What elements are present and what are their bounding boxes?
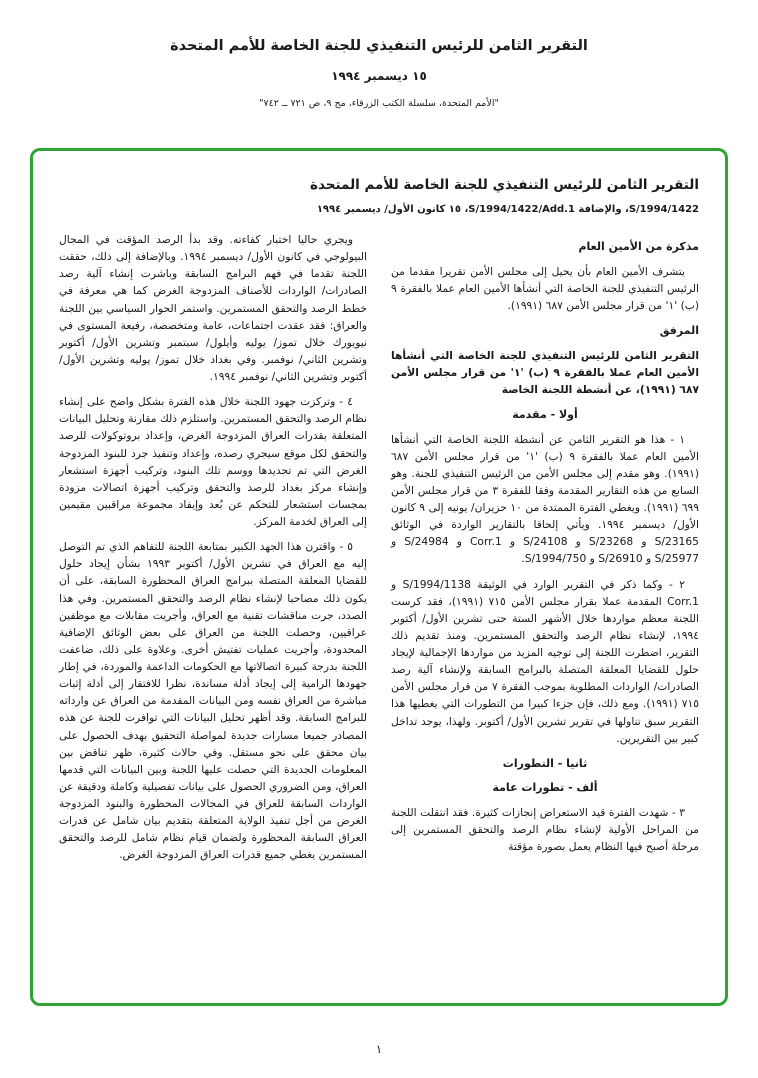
section-2a-heading: ألف - تطورات عامة <box>492 781 598 795</box>
paragraph-4: ٤ - وتركزت جهود اللجنة خلال هذه الفترة بشكل واضح على إنشاء نظام الرصد والتحقق المستمرين. واستلزم ذلك مقارنة وتحليل البيانات المتعلقة بقدرات العراق المزدوجة الغرض، وإعداد بروتوكولات للرصد والتحقق لكل موقع سيجري رصده، وإعداد وتنفيذ جرد للبنود المزدوجة الغرض التي تم تحديدها ووسم تلك البنود، وتركيب أجهزة استشعار وإنشاء مركز بغداد للرصد والتحقق وتركيب أجهزة اتصالات مزودة بمجسات استشعار للتحكم عن بُعد وإيفاد مجموعة مراقبين مقيمين إلى العراق لخدمة المركز. <box>59 395 367 528</box>
page-header <box>0 0 758 109</box>
annex-heading: المرفق <box>659 323 699 337</box>
document-frame <box>30 148 728 1006</box>
section-2-heading: ثانيا - التطورات <box>502 756 588 770</box>
paragraph-1: ١ - هذا هو التقرير الثامن عن أنشطة اللجنة الخاصة التي أنشأها الأمين العام عملا بالفقرة ٩ (ب) '١' من قرار مجلس الأمن ٦٨٧ (١٩٩١). وهو مقدم إلى مجلس الأمن من الرئيس التنفيذي للجنة. وهو السابع من هذه التقارير المقدمة وفقا للفقرة ٣ من قرار مجلس الأمن ٦٩٩ (١٩٩١). ويغطي الفترة الممتدة من ١٠ حزيران/ يونيه إلى ٩ كانون الأول/ ديسمبر ١٩٩٤. ويأتي إلحاقا بالتقارير الواردة في الوثائق S/23165 و S/23268 و S/24108 و Corr.1 و S/24984 و S/25977 و S/26910 و S/1994/750. <box>391 432 699 566</box>
note-heading: مذكرة من الأمين العام <box>578 240 699 253</box>
column-left <box>59 231 367 872</box>
paragraph-3: ٣ - شهدت الفترة قيد الاستعراض إنجازات كثيرة. فقد انتقلت اللجنة من المراحل الأولية لإنشاء نظام الرصد والتحقق المستمرين إلى مرحلة أصبح فيها النظام يعمل بصورة مؤقتة <box>391 805 699 854</box>
column-right <box>391 231 699 872</box>
header-date: ١٥ ديسمبر ١٩٩٤ <box>331 69 427 83</box>
paragraph-2: ٢ - وكما ذكر في التقرير الوارد في الوثيقة S/1994/1138 و Corr.1 المقدمة عملا بقرار مجلس الأمن ٧١٥ (١٩٩١)، فقد كرست اللجنة معظم مواردها خلال الأشهر الستة حتى تشرين الأول/ أكتوبر ١٩٩٤، لإنشاء نظام الرصد والتحقق المستمرين. ومنذ تقديم ذلك التقرير، اضطرت اللجنة إلى توجيه المزيد من مواردها الإجمالية لإيجاد حلول للقضايا المعلقة المتصلة بالبرامج السابقة ولإنشاء آلية رصد الصادرات/ الواردات المطلوبة بموجب الفقرة ٧ من قرار مجلس الأمن ٧١٥ (١٩٩١). ومع ذلك، فإن جزءا كبيرا من التطورات التي يغطيها هذا التقرير سبق تناولها في تقرير تشرين الأول/ أكتوبر. ولهذا، يوجد تداخل كبير بين التقريرين. <box>391 577 699 745</box>
note-paragraph: يتشرف الأمين العام بأن يحيل إلى مجلس الأمن تقريرا مقدما من الرئيس التنفيذي للجنة الخاصة التي أنشأها الأمين العام عملا بالفقرة ٩ (ب) '١' من قرار مجلس الأمن ٦٨٧ (١٩٩١). <box>391 264 699 312</box>
document-reference: S/1994/1422، والإضافة S/1994/1422/Add.1، ١٥ كانون الأول/ ديسمبر ١٩٩٤ <box>316 204 699 215</box>
annex-title: التقرير الثامن للرئيس التنفيذي للجنة الخاصة التي أنشأها الأمين العام عملا بالفقرة ٩ (ب) '١' من قرار مجلس الأمن ٦٨٧ (١٩٩١)، عن أنشطة اللجنة الخاصة <box>391 348 700 396</box>
section-1-heading: أولا - مقدمة <box>512 407 578 421</box>
page-title: التقرير الثامن للرئيس التنفيذي للجنة الخاصة للأمم المتحدة <box>170 38 588 54</box>
document-title: التقرير الثامن للرئيس التنفيذي للجنة الخاصة للأمم المتحدة <box>310 177 699 193</box>
header-source-citation: "الأمم المتحدة، سلسلة الكتب الزرقاء، مج ٩، ص ٧٢١ ــ ٧٤٢" <box>259 98 499 109</box>
page-number: ١ <box>375 1042 383 1056</box>
paragraph-5: ٥ - واقترن هذا الجهد الكبير بمتابعة اللجنة للتفاهم الذي تم التوصل إليه مع العراق في تشرين الأول/ أكتوبر ١٩٩٣ بشأن إيجاد حلول للقضايا المعلقة المتصلة ببرامج العراق المحظورة السابقة، على أن يكون ذلك مصاحبا لإنشاء نظام الرصد والتحقق المستمرين. وفي هذا الصدد، جرت مناقشات تقنية مع العراق، وأجريت مقابلات مع موظفين عراقيين، وحصلت اللجنة من العراق على بعض الوثائق الإضافية المحدودة، وأجريت عمليات تفتيش أخرى. وعلاوة على ذلك، ضاعفت اللجنة بدرجة كبيرة اتصالاتها مع الحكومات الداعمة والموردة، في إطار جهودها الرامية إلى إيجاد أدلة مساندة، نظرا للافتقار إلى أدلة إثبات مباشرة من العراق نفسه ومن البيانات المقدمة من العراق عن وارداته للبرامج السابقة. وقد أظهر تحليل البيانات التي توافرت للجنة عن هذه المصادر جميعا مسارات جديدة لمواصلة التحقيق بهدف الحصول على بيان محقق على نحو مستقل. وفي حالات كثيرة، ظهر تناقض بين المعلومات الجديدة التي حصلت عليها اللجنة وبين البيانات التي قدمها العراق، ومن الضروري الحصول على بيانات تفصيلية وكاملة ودقيقة عن الواردات السابقة للعراق في المجالات المحظورة والبنود المزدوجة الغرض من أجل تنفيذ الولاية المتعلقة بتقديم بيان شامل عن قدرات العراق السابقة المحظورة ولضمان قيام نظام شامل للرصد والتحقق المستمرين يغطي جميع قدرات العراق المزدوجة الغرض. <box>59 540 367 862</box>
paragraph-3-continued: ويجري حاليا اختبار كفاءته. وقد بدأ الرصد المؤقت في المجال البيولوجي في كانون الأول/ ديسمبر ١٩٩٤. وبالإضافة إلى ذلك، حققت اللجنة تقدما في فهم البرامج السابقة وباشرت إنشاء آلية رصد الصادرات/ الواردات للأصناف المزدوجة الغرض كما هي معرفة في خطط الرصد والتحقق المستمرين. واستمر الحوار السياسي بين اللجنة والعراق: فقد عقدت اجتماعات، عامة ومتخصصة، رفيعة المستوى في نيويورك خلال تموز/ يوليه وأيلول/ سبتمبر وتشرين الأول/ أكتوبر وتشرين الثاني/ نوفمبر. وفي بغداد خلال تموز/ يوليه وتشرين الأول/ أكتوبر وتشرين الثاني/ نوفمبر ١٩٩٤. <box>59 233 368 383</box>
two-column-layout <box>59 231 699 872</box>
